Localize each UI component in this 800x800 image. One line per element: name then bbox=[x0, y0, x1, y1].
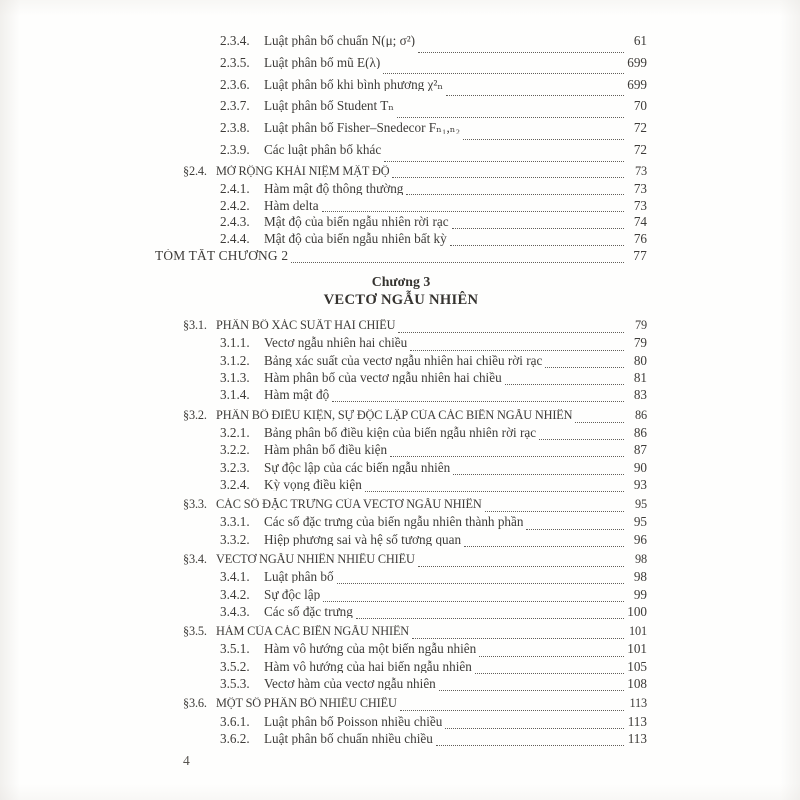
entry-page-number: 73 bbox=[633, 180, 647, 196]
toc-entry bbox=[155, 143, 647, 165]
dot-leader bbox=[436, 745, 624, 746]
toc-entry bbox=[155, 533, 647, 550]
toc-entry bbox=[155, 121, 647, 143]
entry-page-number: 98 bbox=[635, 551, 647, 566]
entry-title: Vectơ ngẫu nhiên hai chiều bbox=[264, 336, 408, 350]
toc-entry bbox=[155, 215, 647, 232]
entry-number: 3.4.1. bbox=[220, 569, 250, 585]
entry-title: PHÂN BỐ XÁC SUẤT HAI CHIỀU bbox=[216, 319, 396, 332]
entry-page-number: 96 bbox=[633, 531, 647, 547]
dot-leader bbox=[384, 161, 624, 162]
entry-page-number: 73 bbox=[633, 197, 647, 213]
dot-leader bbox=[365, 491, 624, 492]
entry-number: 3.3.2. bbox=[220, 531, 250, 547]
entry-page-number: 79 bbox=[635, 318, 647, 333]
dot-leader bbox=[390, 456, 624, 457]
entry-title: Luật phân bố chuẩn nhiều chiều bbox=[264, 731, 433, 746]
dot-leader bbox=[406, 194, 624, 195]
dot-leader bbox=[479, 656, 624, 657]
entry-number: 3.2.1. bbox=[220, 424, 250, 440]
dot-leader bbox=[452, 228, 624, 229]
entry-title: Mật độ của biến ngẫu nhiên rời rạc bbox=[264, 215, 449, 229]
entry-title: Sự độc lập của các biến ngẫu nhiên bbox=[264, 460, 451, 474]
entry-title: Luật phân bố Poisson nhiều chiều bbox=[264, 714, 443, 728]
toc-entry bbox=[155, 232, 647, 249]
entry-title: Kỳ vọng điều kiện bbox=[264, 477, 362, 491]
dot-leader bbox=[400, 710, 624, 711]
toc-entry bbox=[155, 515, 647, 532]
entry-page-number: 90 bbox=[633, 459, 647, 475]
dot-leader bbox=[545, 367, 624, 368]
entry-number: 3.1.4. bbox=[220, 387, 250, 403]
entry-title: MỘT SỐ PHÂN BỐ NHIỀU CHIỀU bbox=[216, 697, 397, 710]
dot-leader bbox=[439, 690, 624, 691]
entry-page-number: 81 bbox=[633, 370, 647, 386]
entry-title: Các luật phân bố khác bbox=[264, 142, 382, 157]
toc-entry bbox=[155, 642, 647, 659]
entry-title: Bảng phân bố điều kiện của biến ngẫu nhiên rời rạc bbox=[264, 425, 537, 440]
toc-entry bbox=[155, 78, 647, 100]
entry-page-number: 80 bbox=[633, 352, 647, 368]
entry-title: Luật phân bố Fisher–Snedecor Fₙ₁,ₙ₂ bbox=[264, 121, 461, 135]
entry-number: 3.5.2. bbox=[220, 658, 250, 674]
entry-page-number: 93 bbox=[633, 476, 647, 492]
entry-page-number: 105 bbox=[627, 658, 647, 674]
toc-entry bbox=[155, 732, 647, 749]
dot-leader bbox=[445, 728, 624, 729]
toc-entry bbox=[155, 336, 647, 353]
toc-entry bbox=[155, 677, 647, 694]
chapter-title: VECTƠ NGẪU NHIÊN bbox=[323, 292, 479, 309]
dot-leader bbox=[505, 384, 624, 385]
entry-number: 3.4.2. bbox=[220, 586, 250, 602]
entry-title: Luật phân bố Student Tₙ bbox=[264, 99, 394, 113]
entry-title: Luật phân bố mũ E(λ) bbox=[264, 55, 381, 69]
entry-page-number: 113 bbox=[627, 713, 647, 729]
entry-title: Luật phân bố chuẩn N(μ; σ²) bbox=[264, 34, 416, 48]
entry-page-number: 77 bbox=[633, 248, 647, 264]
dot-leader bbox=[485, 511, 624, 512]
entry-page-number: 87 bbox=[633, 442, 647, 458]
toc-entry bbox=[155, 660, 647, 677]
toc-entry bbox=[155, 478, 647, 495]
entry-title: Hàm vô hướng của hai biến ngẫu nhiên bbox=[264, 659, 472, 673]
toc-entry bbox=[155, 461, 647, 478]
dot-leader bbox=[398, 332, 624, 333]
entry-title: VECTƠ NGẪU NHIÊN NHIỀU CHIỀU bbox=[216, 552, 415, 566]
entry-number: 2.3.5. bbox=[220, 54, 250, 70]
entry-page-number: 79 bbox=[633, 335, 647, 351]
entry-title: Mật độ của biến ngẫu nhiên bất kỳ bbox=[264, 232, 447, 246]
entry-title: TÓM TẮT CHƯƠNG 2 bbox=[155, 249, 289, 263]
entry-number: 3.2.4. bbox=[220, 476, 250, 492]
entry-title: MỞ RỘNG KHÁI NIỆM MẬT ĐỘ bbox=[216, 164, 390, 178]
dot-leader bbox=[332, 401, 624, 402]
entry-title: Các số đặc trưng của biến ngẫu nhiên thành phần bbox=[264, 515, 524, 529]
entry-title: Luật phân bố bbox=[264, 570, 334, 584]
entry-page-number: 95 bbox=[633, 514, 647, 530]
entry-number: §3.6. bbox=[183, 696, 207, 711]
toc-entry bbox=[155, 605, 647, 622]
entry-page-number: 108 bbox=[627, 676, 647, 692]
entry-number: 3.3.1. bbox=[220, 514, 250, 530]
entry-number: 2.4.3. bbox=[220, 214, 250, 230]
chapter-number: Chương 3 bbox=[371, 274, 431, 290]
toc-entry bbox=[155, 625, 647, 642]
dot-leader bbox=[397, 117, 624, 118]
entry-number: 3.1.3. bbox=[220, 370, 250, 386]
dot-leader bbox=[475, 673, 624, 674]
entry-page-number: 74 bbox=[633, 214, 647, 230]
entry-number: 2.3.7. bbox=[220, 98, 250, 114]
dot-leader bbox=[291, 262, 624, 263]
entry-number: 3.5.3. bbox=[220, 676, 250, 692]
table-of-contents bbox=[155, 34, 647, 749]
entry-title: Bảng xác suất của vectơ ngẫu nhiên hai chiều rời rạc bbox=[264, 353, 543, 367]
entry-page-number: 70 bbox=[633, 98, 647, 114]
toc-entry bbox=[155, 56, 647, 78]
entry-page-number: 113 bbox=[627, 730, 647, 746]
entry-number: 2.4.1. bbox=[220, 180, 250, 196]
dot-leader bbox=[575, 422, 624, 423]
chapter-heading bbox=[155, 274, 647, 309]
dot-leader bbox=[323, 601, 624, 602]
entry-number: 3.4.3. bbox=[220, 603, 250, 619]
entry-title: Sự độc lập bbox=[264, 587, 321, 601]
entry-page-number: 61 bbox=[633, 33, 647, 48]
dot-leader bbox=[418, 566, 624, 567]
entry-number: 2.4.2. bbox=[220, 197, 250, 213]
toc-entry bbox=[155, 354, 647, 371]
entry-page-number: 699 bbox=[627, 54, 647, 70]
entry-number: §2.4. bbox=[183, 163, 207, 178]
dot-leader bbox=[410, 350, 624, 351]
entry-number: §3.2. bbox=[183, 407, 207, 422]
entry-number: 3.2.2. bbox=[220, 442, 250, 458]
dot-leader bbox=[356, 618, 624, 619]
entry-title: Các số đặc trưng bbox=[264, 604, 353, 619]
toc-entry bbox=[155, 34, 647, 56]
toc-entry bbox=[155, 697, 647, 714]
entry-number: 3.5.1. bbox=[220, 641, 250, 657]
entry-number: §3.5. bbox=[183, 624, 207, 639]
toc-entry bbox=[155, 182, 647, 199]
entry-number: 3.1.2. bbox=[220, 352, 250, 368]
toc-entry bbox=[155, 570, 647, 587]
dot-leader bbox=[450, 245, 624, 246]
entry-page-number: 95 bbox=[635, 497, 647, 512]
entry-number: 2.3.8. bbox=[220, 120, 250, 136]
entry-page-number: 86 bbox=[635, 407, 647, 422]
entry-title: Vectơ hàm của vectơ ngẫu nhiên bbox=[264, 677, 436, 691]
toc-entry bbox=[155, 426, 647, 443]
toc-entry bbox=[155, 371, 647, 388]
entry-page-number: 72 bbox=[633, 141, 647, 157]
entry-title: Hàm delta bbox=[264, 198, 319, 212]
entry-page-number: 101 bbox=[629, 624, 647, 639]
entry-title: Luật phân bố khi bình phương χ²ₙ bbox=[264, 77, 444, 91]
toc-entry bbox=[155, 199, 647, 216]
entry-page-number: 98 bbox=[633, 569, 647, 585]
dot-leader bbox=[463, 139, 624, 140]
entry-page-number: 100 bbox=[627, 603, 647, 619]
entry-number: 2.3.4. bbox=[220, 33, 250, 48]
dot-leader bbox=[526, 529, 624, 530]
page-number: 4 bbox=[183, 753, 190, 768]
entry-number: 3.6.2. bbox=[220, 730, 250, 746]
entry-title: PHÂN BỐ ĐIỀU KIỆN, SỰ ĐỘC LẬP CỦA CÁC BIẾN NGẪU NHIÊN bbox=[216, 408, 573, 421]
toc-entry bbox=[155, 553, 647, 570]
entry-page-number: 72 bbox=[633, 120, 647, 136]
entry-title: Hàm phân bố của vectơ ngẫu nhiên hai chiều bbox=[264, 371, 502, 385]
entry-title: HÀM CỦA CÁC BIẾN NGẪU NHIÊN bbox=[216, 625, 410, 638]
dot-leader bbox=[464, 546, 624, 547]
entry-page-number: 99 bbox=[633, 586, 647, 602]
entry-number: 3.1.1. bbox=[220, 335, 250, 351]
dot-leader bbox=[337, 583, 624, 584]
entry-title: Hàm mật độ bbox=[264, 388, 330, 402]
dot-leader bbox=[446, 95, 624, 96]
entry-number: 3.6.1. bbox=[220, 713, 250, 729]
dot-leader bbox=[322, 211, 624, 212]
toc-entry bbox=[155, 99, 647, 121]
entry-title: Hàm mật độ thông thường bbox=[264, 181, 404, 195]
entry-title: Hàm vô hướng của một biến ngẫu nhiên bbox=[264, 642, 477, 656]
dot-leader bbox=[418, 52, 624, 53]
dot-leader bbox=[383, 73, 624, 74]
toc-entry bbox=[155, 588, 647, 605]
entry-page-number: 101 bbox=[627, 641, 647, 657]
toc-entry bbox=[155, 715, 647, 732]
entry-title: CÁC SỐ ĐẶC TRƯNG CỦA VECTƠ NGẪU NHIÊN bbox=[216, 498, 482, 511]
dot-leader bbox=[539, 439, 624, 440]
entry-page-number: 113 bbox=[629, 696, 647, 711]
entry-number: §3.4. bbox=[183, 551, 207, 566]
entry-page-number: 73 bbox=[635, 163, 647, 178]
entry-number: §3.1. bbox=[183, 318, 207, 333]
toc-entry bbox=[155, 249, 647, 266]
toc-entry bbox=[155, 165, 647, 182]
entry-number: 2.4.4. bbox=[220, 231, 250, 247]
entry-page-number: 76 bbox=[633, 231, 647, 247]
toc-entry bbox=[155, 409, 647, 426]
dot-leader bbox=[412, 638, 624, 639]
entry-title: Hiệp phương sai và hệ số tương quan bbox=[264, 532, 462, 546]
toc-entry bbox=[155, 388, 647, 405]
toc-entry bbox=[155, 443, 647, 460]
entry-title: Hàm phân bố điều kiện bbox=[264, 443, 388, 457]
toc-entry bbox=[155, 319, 647, 336]
toc-entry bbox=[155, 498, 647, 515]
entry-number: 2.3.6. bbox=[220, 76, 250, 92]
entry-page-number: 699 bbox=[627, 76, 647, 92]
entry-page-number: 86 bbox=[633, 424, 647, 440]
dot-leader bbox=[453, 474, 624, 475]
entry-number: §3.3. bbox=[183, 497, 207, 512]
entry-number: 3.2.3. bbox=[220, 459, 250, 475]
dot-leader bbox=[392, 177, 624, 178]
entry-page-number: 83 bbox=[633, 387, 647, 403]
entry-number: 2.3.9. bbox=[220, 141, 250, 157]
